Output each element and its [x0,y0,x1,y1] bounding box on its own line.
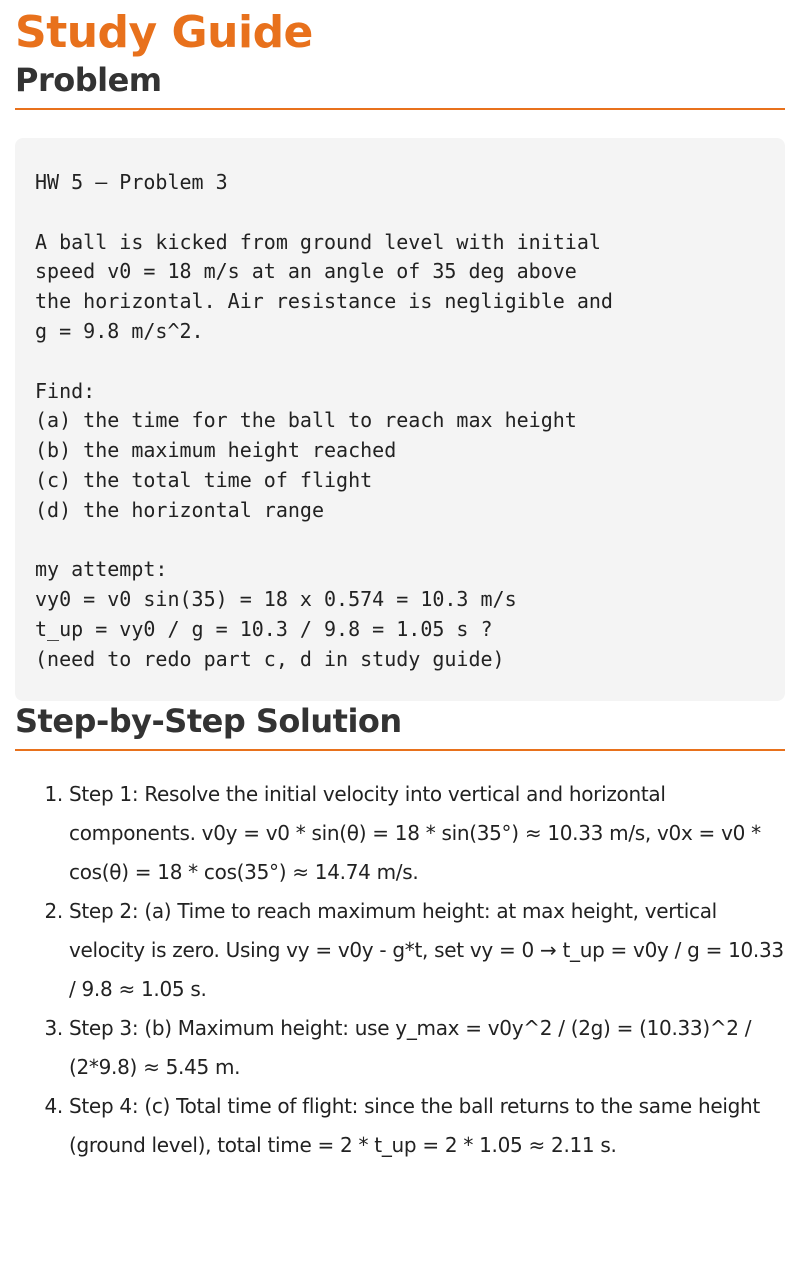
problem-line: speed v0 = 18 m/s at an angle of 35 deg above [35,259,577,284]
problem-line: the horizontal. Air resistance is negligible and [35,289,613,314]
problem-line: (d) the horizontal range [35,497,324,522]
solution-steps-list [15,775,785,1165]
problem-blank-line [35,347,765,377]
solution-step-3: 3. Step 3: (b) Maximum height: use y_max = v0y^2 / (2g) = (10.33)^2 / (2*9.8) ≈ 5.45 m. [69,1009,785,1087]
problem-blank-line [35,198,765,228]
problem-line: (need to redo part c, d in study guide) [35,646,505,671]
problem-line: g = 9.8 m/s^2. [35,318,204,343]
problem-heading: Problem [15,60,785,110]
problem-line: my attempt: [35,557,168,582]
problem-line: vy0 = v0 sin(35) = 18 x 0.574 = 10.3 m/s [35,587,517,612]
problem-line: (a) the time for the ball to reach max height [35,408,577,433]
solution-heading: Step-by-Step Solution [15,701,785,751]
solution-step-1: 1. Step 1: Resolve the initial velocity into vertical and horizontal components. v0y = v0 * sin(θ) = 18 * sin(35°) ≈ 10.33 m/s, v0x = v0 * cos(θ) = 18 * cos(35°) ≈ 14.74 m/s. [69,775,785,892]
problem-line: HW 5 – Problem 3 [35,170,228,194]
solution-step-4: 4. Step 4: (c) Total time of flight: since the ball returns to the same height (ground level), total time = 2 * t_up = 2 * 1.05 ≈ 2.11 s. [69,1087,785,1165]
problem-line: t_up = vy0 / g = 10.3 / 9.8 = 1.05 s ? [35,616,493,641]
problem-line: (c) the total time of flight [35,467,373,492]
problem-line: Find: [35,378,96,403]
solution-step-2: 2. Step 2: (a) Time to reach maximum height: at max height, vertical velocity is zero. Using vy = v0y - g*t, set vy = 0 → t_up = v0y / g = 10.33 / 9.8 ≈ 1.05 s. [69,892,785,1009]
problem-line: A ball is kicked from ground level with initial [35,229,601,254]
page-title: Study Guide [15,7,313,58]
problem-text-block [15,138,785,701]
problem-blank-line [35,526,765,556]
problem-line: (b) the maximum height reached [35,438,397,463]
